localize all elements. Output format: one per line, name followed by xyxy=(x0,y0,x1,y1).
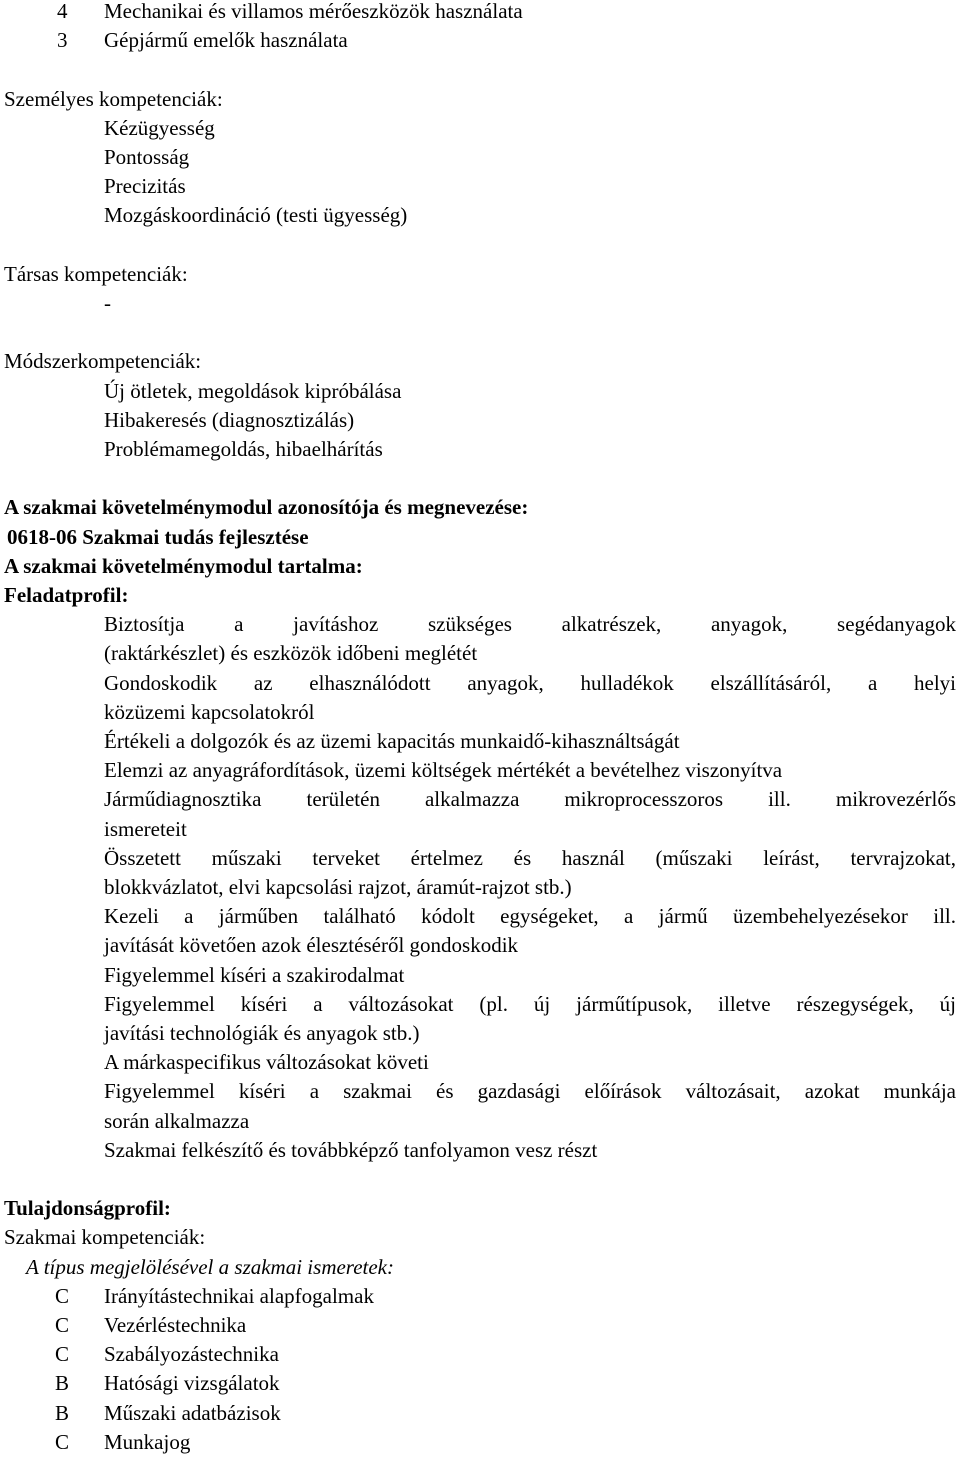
task-line-text: Biztosítja a javításhoz szükséges alkatrészek, anyagok, segédanyagok xyxy=(104,612,956,636)
top-list-item: Gépjármű emelők használata xyxy=(104,28,348,52)
knowledge-level-code: C xyxy=(55,1342,70,1366)
task-line: Elemzi az anyagráfordítások, üzemi költségek mértékét a bevételhez viszonyítva xyxy=(104,758,783,782)
task-line-text: Kezeli a járműben található kódolt egységeket, a jármű üzembehelyezésekor ill. xyxy=(104,904,956,928)
professional-competencies-heading: Szakmai kompetenciák: xyxy=(4,1225,206,1249)
task-line: A márkaspecifikus változásokat követi xyxy=(104,1050,429,1074)
method-item: Új ötletek, megoldások kipróbálása xyxy=(104,379,402,403)
module-id-value: 0618-06 Szakmai tudás fejlesztése xyxy=(7,525,309,549)
task-line: Figyelemmel kíséri a szakirodalmat xyxy=(104,963,405,987)
task-line xyxy=(104,669,956,698)
property-profile-heading: Tulajdonságprofil: xyxy=(4,1196,171,1220)
knowledge-item: Műszaki adatbázisok xyxy=(104,1401,281,1425)
method-heading: Módszerkompetenciák: xyxy=(4,349,202,373)
module-id-heading: A szakmai követelménymodul azonosítója és megnevezése: xyxy=(4,495,529,519)
task-line xyxy=(104,1077,956,1106)
task-line xyxy=(104,990,956,1019)
task-line xyxy=(104,902,956,931)
task-line: javítását követően azok élesztéséről gondoskodik xyxy=(104,933,519,957)
method-item: Problémamegoldás, hibaelhárítás xyxy=(104,437,383,461)
knowledge-level-code: C xyxy=(55,1284,70,1308)
personal-item: Mozgáskoordináció (testi ügyesség) xyxy=(104,203,408,227)
personal-heading: Személyes kompetenciák: xyxy=(4,87,223,111)
knowledge-level-code: B xyxy=(55,1401,70,1425)
social-heading: Társas kompetenciák: xyxy=(4,262,188,286)
knowledge-item: Szabályozástechnika xyxy=(104,1342,279,1366)
personal-item: Pontosság xyxy=(104,145,190,169)
task-line xyxy=(104,844,956,873)
task-line: javítási technológiák és anyagok stb.) xyxy=(104,1021,420,1045)
top-list-item: Mechanikai és villamos mérőeszközök használata xyxy=(104,0,523,23)
task-line: Szakmai felkészítő és továbbképző tanfolyamon vesz részt xyxy=(104,1138,598,1162)
task-line-text: Gondoskodik az elhasználódott anyagok, hulladékok elszállításáról, a helyi xyxy=(104,671,956,695)
task-profile-heading: Feladatprofil: xyxy=(4,583,129,607)
top-list-code: 4 xyxy=(57,0,68,23)
social-item: - xyxy=(104,291,111,315)
task-line-text: Figyelemmel kíséri a változásokat (pl. új járműtípusok, illetve részegységek, új xyxy=(104,992,956,1016)
task-line xyxy=(104,610,956,639)
task-line xyxy=(104,785,956,814)
top-list-code: 3 xyxy=(57,28,68,52)
knowledge-item: Hatósági vizsgálatok xyxy=(104,1371,280,1395)
task-line: során alkalmazza xyxy=(104,1109,250,1133)
knowledge-level-code: C xyxy=(55,1430,70,1454)
task-line: ismereteit xyxy=(104,817,187,841)
task-line-text: Összetett műszaki terveket értelmez és használ (műszaki leírást, tervrajzokat, xyxy=(104,846,956,870)
task-line-text: Figyelemmel kíséri a szakmai és gazdasági előírások változásait, azokat munkája xyxy=(104,1079,956,1103)
task-line: közüzemi kapcsolatokról xyxy=(104,700,315,724)
task-line: (raktárkészlet) és eszközök időbeni meglétét xyxy=(104,641,478,665)
knowledge-level-code: C xyxy=(55,1313,70,1337)
method-item: Hibakeresés (diagnosztizálás) xyxy=(104,408,355,432)
knowledge-item: Munkajog xyxy=(104,1430,191,1454)
task-line: Értékeli a dolgozók és az üzemi kapacitás munkaidő-kihasználtságát xyxy=(104,729,680,753)
task-line: blokkvázlatot, elvi kapcsolási rajzot, áramút-rajzot stb.) xyxy=(104,875,572,899)
personal-item: Precizitás xyxy=(104,174,186,198)
knowledge-item: Irányítástechnikai alapfogalmak xyxy=(104,1284,374,1308)
knowledge-item: Vezérléstechnika xyxy=(104,1313,247,1337)
module-content-heading: A szakmai követelménymodul tartalma: xyxy=(4,554,363,578)
personal-item: Kézügyesség xyxy=(104,116,215,140)
knowledge-level-code: B xyxy=(55,1371,70,1395)
type-designation-heading: A típus megjelölésével a szakmai ismeretek: xyxy=(26,1255,394,1279)
task-line-text: Járműdiagnosztika területén alkalmazza mikroprocesszoros ill. mikrovezérlős xyxy=(104,787,956,811)
